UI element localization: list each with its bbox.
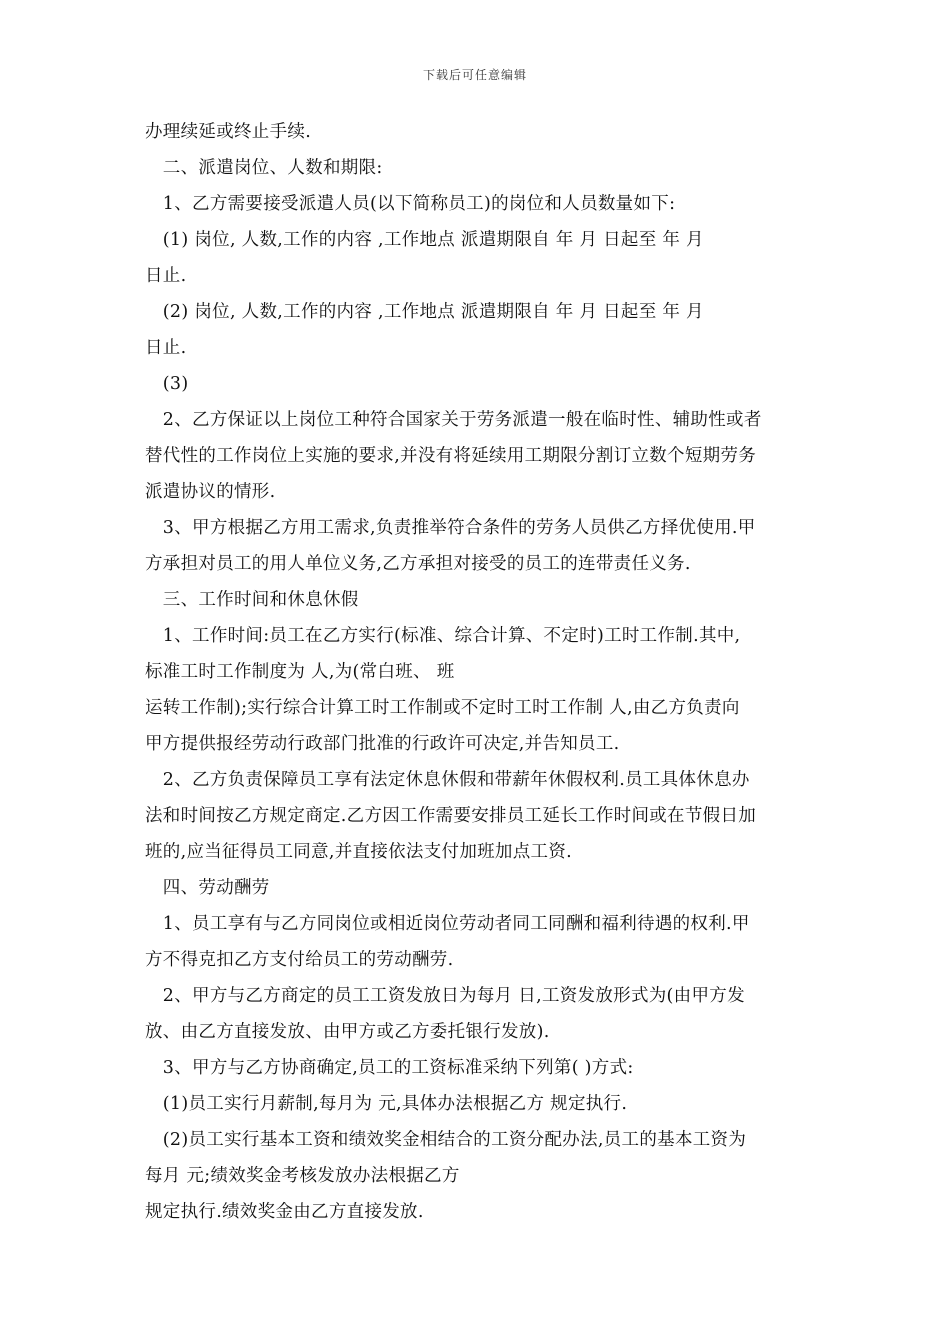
paragraph-line: 替代性的工作岗位上实施的要求,并没有将延续用工期限分割订立数个短期劳务 — [145, 446, 757, 466]
paragraph-line: (2)员工实行基本工资和绩效奖金相结合的工资分配办法,员工的基本工资为 — [145, 1130, 747, 1150]
paragraph-line: (3) — [145, 374, 189, 394]
paragraph-line: (2) 岗位, 人数,工作的内容 ,工作地点 派遣期限自 年 月 日起至 年 月 — [145, 302, 704, 322]
paragraph-line: 2、甲方与乙方商定的员工工资发放日为每月 日,工资发放形式为(由甲方发 — [145, 986, 745, 1006]
paragraph-line: 甲方提供报经劳动行政部门批准的行政许可决定,并告知员工. — [145, 734, 620, 754]
paragraph-line: 方不得克扣乙方支付给员工的劳动酬劳. — [145, 950, 454, 970]
paragraph-line: (1) 岗位, 人数,工作的内容 ,工作地点 派遣期限自 年 月 日起至 年 月 — [145, 230, 704, 250]
section-heading: 二、派遣岗位、人数和期限: — [145, 158, 383, 178]
paragraph-line: 方承担对员工的用人单位义务,乙方承担对接受的员工的连带责任义务. — [145, 554, 691, 574]
page-header: 下载后可任意编辑 — [422, 68, 527, 82]
paragraph-line: (1)员工实行月薪制,每月为 元,具体办法根据乙方 规定执行. — [145, 1094, 628, 1114]
paragraph-line: 3、甲方与乙方协商确定,员工的工资标准采纳下列第( )方式: — [145, 1058, 634, 1078]
section-heading: 四、劳动酬劳 — [145, 878, 270, 898]
paragraph-line: 日止. — [145, 338, 187, 358]
paragraph-line: 1、工作时间:员工在乙方实行(标准、综合计算、不定时)工时工作制.其中, — [145, 626, 741, 646]
paragraph-line: 2、乙方保证以上岗位工种符合国家关于劳务派遣一般在临时性、辅助性或者 — [145, 410, 762, 430]
paragraph-line: 运转工作制);实行综合计算工时工作制或不定时工时工作制 人,由乙方负责向 — [145, 698, 740, 718]
paragraph-line: 规定执行.绩效奖金由乙方直接发放. — [145, 1202, 424, 1222]
paragraph-line: 派遣协议的情形. — [145, 482, 276, 502]
paragraph-line: 1、员工享有与乙方同岗位或相近岗位劳动者同工同酬和福利待遇的权利.甲 — [145, 914, 750, 934]
paragraph-line: 办理续延或终止手续. — [145, 122, 312, 142]
paragraph-line: 每月 元;绩效奖金考核发放办法根据乙方 — [145, 1166, 460, 1186]
paragraph-line: 班的,应当征得员工同意,并直接依法支付加班加点工资. — [145, 842, 572, 862]
paragraph-line: 法和时间按乙方规定商定.乙方因工作需要安排员工延长工作时间或在节假日加 — [145, 806, 757, 826]
paragraph-line: 2、乙方负责保障员工享有法定休息休假和带薪年休假权利.员工具体休息办 — [145, 770, 750, 790]
paragraph-line: 日止. — [145, 266, 187, 286]
section-heading: 三、工作时间和休息休假 — [145, 590, 359, 610]
paragraph-line: 标准工时工作制度为 人,为(常白班、 班 — [145, 662, 455, 682]
paragraph-line: 放、由乙方直接发放、由甲方或乙方委托银行发放). — [145, 1022, 550, 1042]
paragraph-line: 1、乙方需要接受派遣人员(以下简称员工)的岗位和人员数量如下: — [145, 194, 676, 214]
paragraph-line: 3、甲方根据乙方用工需求,负责推举符合条件的劳务人员供乙方择优使用.甲 — [145, 518, 756, 538]
